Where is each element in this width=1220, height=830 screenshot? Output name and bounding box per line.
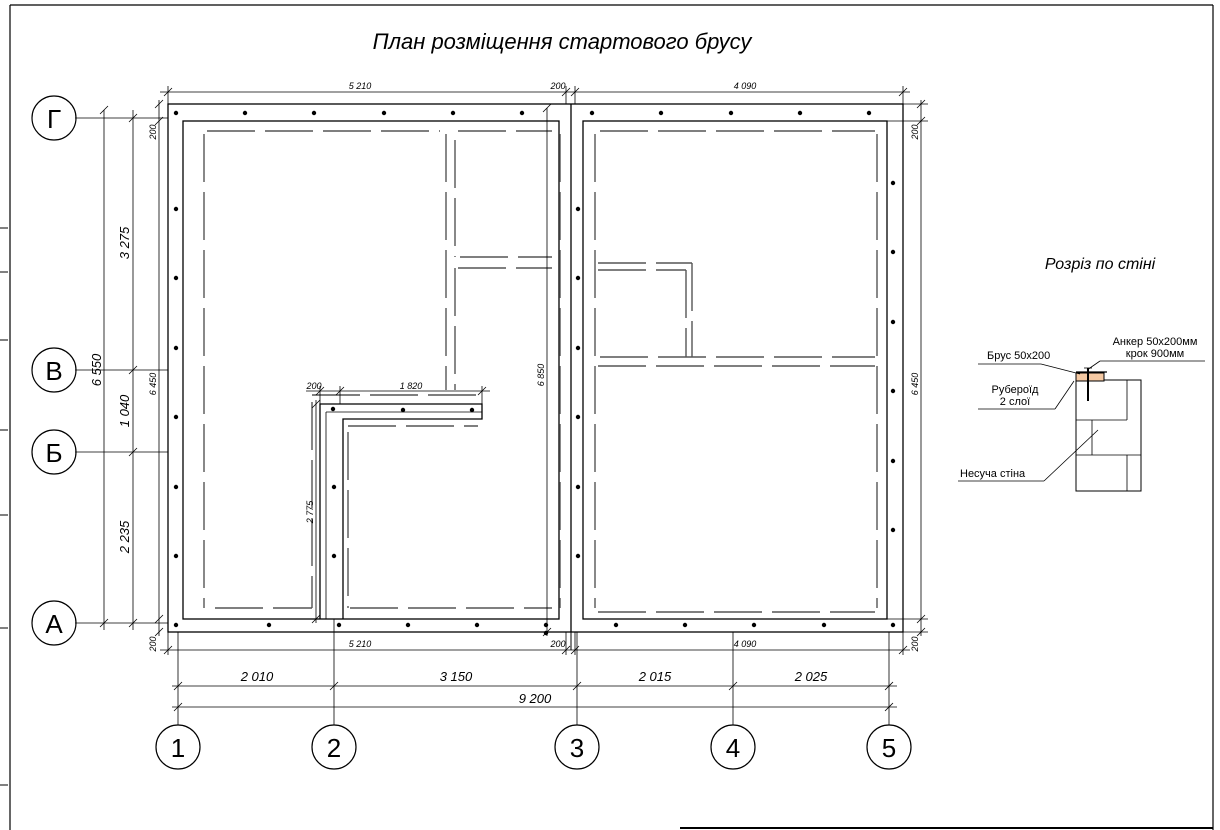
section-beam <box>1076 373 1104 381</box>
dim-left-inner: 6 450 <box>148 372 158 396</box>
anchor-dot <box>891 389 895 393</box>
axis-label-2: 2 <box>326 733 342 763</box>
anchor-dot <box>822 623 826 627</box>
dim-right-bottom: 200 <box>910 636 920 652</box>
dim-bottom-1: 5 210 <box>348 639 372 649</box>
dim-right-mid: 6 450 <box>910 372 920 396</box>
dim-left-small-top: 200 <box>148 124 158 140</box>
anchor-dot <box>798 111 802 115</box>
anchor-dot <box>576 554 580 558</box>
dim-inner-width: 200 <box>306 381 322 391</box>
anchor-dot <box>174 554 178 558</box>
wall-section <box>958 256 1205 491</box>
anchor-dot <box>174 415 178 419</box>
dims-top <box>160 81 910 104</box>
dim-inner-height: 2 775 <box>305 500 315 524</box>
dim-top-2: 200 <box>550 81 566 91</box>
dim-left-small-bottom: 200 <box>148 636 158 652</box>
anchor-dot <box>406 623 410 627</box>
anchor-dot <box>544 623 548 627</box>
anchor-dot <box>174 346 178 350</box>
anchor-dot <box>243 111 247 115</box>
dim-axis-3-4: 2 015 <box>638 669 672 684</box>
anchor-dot <box>752 623 756 627</box>
anchor-dot <box>576 415 580 419</box>
anchor-dot <box>382 111 386 115</box>
dim-bottom-2: 200 <box>550 639 566 649</box>
anchor-dot <box>174 623 178 627</box>
anchor-dot <box>590 111 594 115</box>
anchor-dot <box>576 207 580 211</box>
anchor-dot <box>891 250 895 254</box>
anchor-dot <box>331 407 335 411</box>
anchor-dot <box>174 111 178 115</box>
anchor-dot <box>659 111 663 115</box>
anchor-dot <box>729 111 733 115</box>
dims-bottom <box>160 632 910 711</box>
dim-inner-length: 1 820 <box>399 381 423 391</box>
dim-total-width: 9 200 <box>518 691 552 706</box>
anchor-dot <box>891 320 895 324</box>
anchor-dot <box>891 459 895 463</box>
dim-axis-1-2: 2 010 <box>240 669 274 684</box>
anchor-dot <box>332 554 336 558</box>
anchor-dot <box>332 485 336 489</box>
axis-label-5: 5 <box>881 733 897 763</box>
axis-label-4: 4 <box>725 733 741 763</box>
axis-label-v: В <box>45 356 63 386</box>
dim-middle-vertical: 6 850 <box>536 363 546 387</box>
dim-middle <box>536 104 551 636</box>
anchor-dot <box>470 408 474 412</box>
dim-right-top: 200 <box>910 124 920 140</box>
anchor-dot <box>174 207 178 211</box>
dim-axis-4-5: 2 025 <box>794 669 828 684</box>
anchor-dot <box>614 623 618 627</box>
sheet-frame <box>0 5 1213 830</box>
label-anchor: Анкер 50х200мм <box>1112 336 1198 348</box>
anchor-dot <box>576 485 580 489</box>
dim-top-3: 4 090 <box>733 81 757 91</box>
anchor-dot <box>683 623 687 627</box>
anchor-dot <box>891 528 895 532</box>
anchor-dot <box>475 623 479 627</box>
axis-label-3: 3 <box>569 733 585 763</box>
anchor-dot <box>337 623 341 627</box>
anchor-dot <box>174 276 178 280</box>
anchor-dot <box>174 485 178 489</box>
dim-left-total: 6 550 <box>89 353 104 387</box>
anchor-dot <box>451 111 455 115</box>
anchor-dot <box>520 111 524 115</box>
axis-label-1: 1 <box>170 733 186 763</box>
anchor-dot <box>891 181 895 185</box>
anchor-dot <box>867 111 871 115</box>
axis-label-b: Б <box>45 438 63 468</box>
dim-bottom-3: 4 090 <box>733 639 757 649</box>
anchor-dots <box>174 111 895 635</box>
anchor-dot <box>891 623 895 627</box>
anchor-dot <box>267 623 271 627</box>
label-wall: Несуча стіна <box>960 468 1026 480</box>
label-roofing-layers: 2 слої <box>999 396 1031 408</box>
anchor-dot <box>576 346 580 350</box>
dim-left-span-2: 1 040 <box>117 394 132 428</box>
label-anchor-step: крок 900мм <box>1125 348 1185 360</box>
dim-left-span-3: 2 235 <box>117 520 132 554</box>
label-beam: Брус 50х200 <box>987 350 1051 362</box>
axis-label-a: А <box>45 609 63 639</box>
plan-title: План розміщення стартового брусу <box>372 29 752 54</box>
label-roofing: Руберoїд <box>991 384 1039 396</box>
dim-axis-2-3: 3 150 <box>439 669 473 684</box>
inner-l-beam <box>320 404 482 619</box>
dims-inner-beam <box>305 381 490 623</box>
dim-left-span-1: 3 275 <box>117 226 132 260</box>
anchor-dot <box>312 111 316 115</box>
section-title: Розріз по стіні <box>1044 256 1156 273</box>
anchor-dot <box>401 408 405 412</box>
dim-top-1: 5 210 <box>348 81 372 91</box>
dims-left <box>89 100 163 653</box>
anchor-dot <box>576 276 580 280</box>
axis-label-g: Г <box>46 104 62 134</box>
